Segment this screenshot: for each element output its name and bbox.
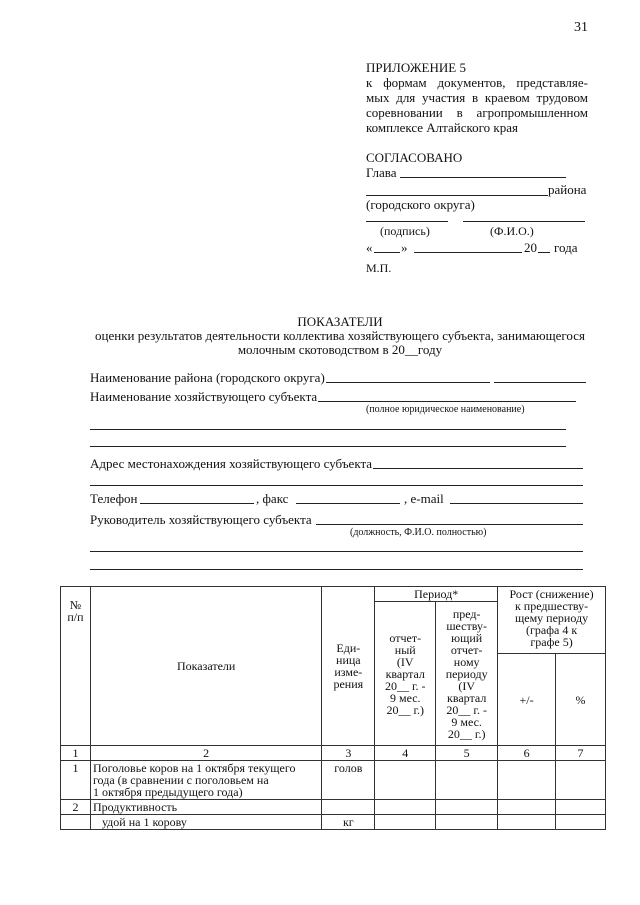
phone-input-line[interactable]	[140, 503, 254, 504]
col-num-1: 1	[61, 746, 91, 761]
header-report-period: отчет- ный (IV квартал 20__ г. - 9 мес. 20__ г.)	[375, 602, 436, 746]
manager-note: (должность, Ф.И.О. полностью)	[350, 527, 487, 538]
row-indicator: Продуктивность	[90, 800, 321, 815]
address-label: Адрес местонахождения хозяйствующего субъекта	[90, 456, 373, 471]
date-mid: »	[401, 240, 408, 255]
phone-label: Телефон	[90, 491, 138, 506]
email-label: , e-mail	[404, 491, 444, 506]
manager-extra-line-2[interactable]	[90, 569, 583, 570]
row-cell-report[interactable]	[375, 800, 436, 815]
row-cell-percent[interactable]	[556, 815, 606, 830]
indicators-table	[60, 586, 606, 830]
entity-label: Наименование хозяйствующего субъекта	[90, 389, 318, 404]
row-indicator: Поголовье коров на 1 октября текущего года (в сравнении с поголовьем на 1 октября предыдущего года)	[90, 761, 321, 800]
district-input-line-b[interactable]	[494, 382, 586, 383]
row-cell-report[interactable]	[375, 815, 436, 830]
doc-subtitle-1: оценки результатов деятельности коллектива хозяйствующего субъекта, занимающегося	[95, 328, 585, 343]
column-number-row	[61, 746, 606, 761]
row-unit: голов	[322, 761, 375, 800]
row-cell-diff[interactable]	[498, 800, 556, 815]
fio-label: (Ф.И.О.)	[490, 224, 534, 238]
col-num-2: 2	[90, 746, 321, 761]
fax-label: , факс	[256, 491, 289, 506]
doc-subtitle-2: молочным скотоводством в 20__году	[237, 342, 443, 357]
manager-label: Руководитель хозяйствующего субъекта	[90, 512, 312, 527]
fio-line[interactable]	[463, 221, 585, 222]
row-cell-diff[interactable]	[498, 761, 556, 800]
head-name-line[interactable]	[400, 177, 566, 178]
row-indicator: удой на 1 корову	[90, 815, 321, 830]
approval-district-note: (городского округа)	[366, 197, 475, 212]
header-growth: Рост (снижение) к предшеству- щему периоду (графа 4 к графе 5)	[498, 587, 606, 654]
table-row	[61, 815, 606, 830]
col-num-6: 6	[498, 746, 556, 761]
approval-district-suffix: района	[548, 182, 587, 197]
row-cell-report[interactable]	[375, 761, 436, 800]
appendix-line-1: к формам документов, представляе-	[366, 75, 588, 90]
row-unit	[322, 800, 375, 815]
col-num-5: 5	[436, 746, 498, 761]
col-num-3: 3	[322, 746, 375, 761]
row-no: 2	[61, 800, 91, 815]
header-unit: Еди- ница изме- рения	[322, 587, 375, 746]
approval-heading: СОГЛАСОВАНО	[366, 150, 463, 165]
appendix-block	[366, 60, 588, 135]
row-cell-prev[interactable]	[436, 800, 498, 815]
email-input-line[interactable]	[450, 503, 583, 504]
table-row	[61, 800, 606, 815]
col-num-7: 7	[556, 746, 606, 761]
entity-note: (полное юридическое наименование)	[366, 404, 525, 415]
header-indicators: Показатели	[90, 587, 321, 746]
year-line[interactable]	[538, 252, 550, 253]
year-prefix: 20	[524, 240, 537, 255]
row-unit: кг	[322, 815, 375, 830]
appendix-line-3: соревновании в агропромышленном	[366, 105, 588, 120]
appendix-line-4: комплексе Алтайского края	[366, 120, 518, 135]
header-percent: %	[556, 654, 606, 746]
entity-extra-line-2[interactable]	[90, 446, 566, 447]
doc-title: ПОКАЗАТЕЛИ	[297, 314, 383, 329]
date-open: «	[366, 240, 373, 255]
district-input-line-a[interactable]	[326, 382, 490, 383]
header-prev-period: пред- шеству- ющий отчет- ному периоду (IV квартал 20__ г. - 9 мес. 20__ г.)	[436, 602, 498, 746]
entity-input-line[interactable]	[318, 401, 576, 402]
sign-label: (подпись)	[380, 224, 430, 238]
row-cell-prev[interactable]	[436, 761, 498, 800]
appendix-title: ПРИЛОЖЕНИЕ 5	[366, 60, 466, 75]
header-period: Период*	[375, 587, 498, 602]
appendix-line-2: мых для участия в краевом трудовом	[366, 90, 588, 105]
year-suffix: года	[554, 240, 578, 255]
signature-line[interactable]	[366, 221, 448, 222]
header-plus-minus: +/-	[498, 654, 556, 746]
manager-input-line[interactable]	[316, 524, 583, 525]
row-no	[61, 815, 91, 830]
approval-head-label: Глава	[366, 165, 397, 180]
date-month-line[interactable]	[414, 252, 522, 253]
district-name-line[interactable]	[366, 195, 548, 196]
address-input-line[interactable]	[373, 468, 583, 469]
table-row	[61, 761, 606, 800]
district-label: Наименование района (городского округа)	[90, 370, 325, 385]
manager-extra-line-1[interactable]	[90, 551, 583, 552]
address-extra-line[interactable]	[90, 485, 583, 486]
fax-input-line[interactable]	[296, 503, 400, 504]
entity-extra-line-1[interactable]	[90, 429, 566, 430]
row-cell-percent[interactable]	[556, 761, 606, 800]
date-day-line[interactable]	[374, 252, 400, 253]
col-num-4: 4	[375, 746, 436, 761]
row-cell-percent[interactable]	[556, 800, 606, 815]
row-cell-diff[interactable]	[498, 815, 556, 830]
row-cell-prev[interactable]	[436, 815, 498, 830]
header-no: № п/п	[61, 587, 91, 746]
seal-label: М.П.	[366, 261, 392, 275]
page-number: 31	[574, 20, 588, 35]
row-no: 1	[61, 761, 91, 800]
